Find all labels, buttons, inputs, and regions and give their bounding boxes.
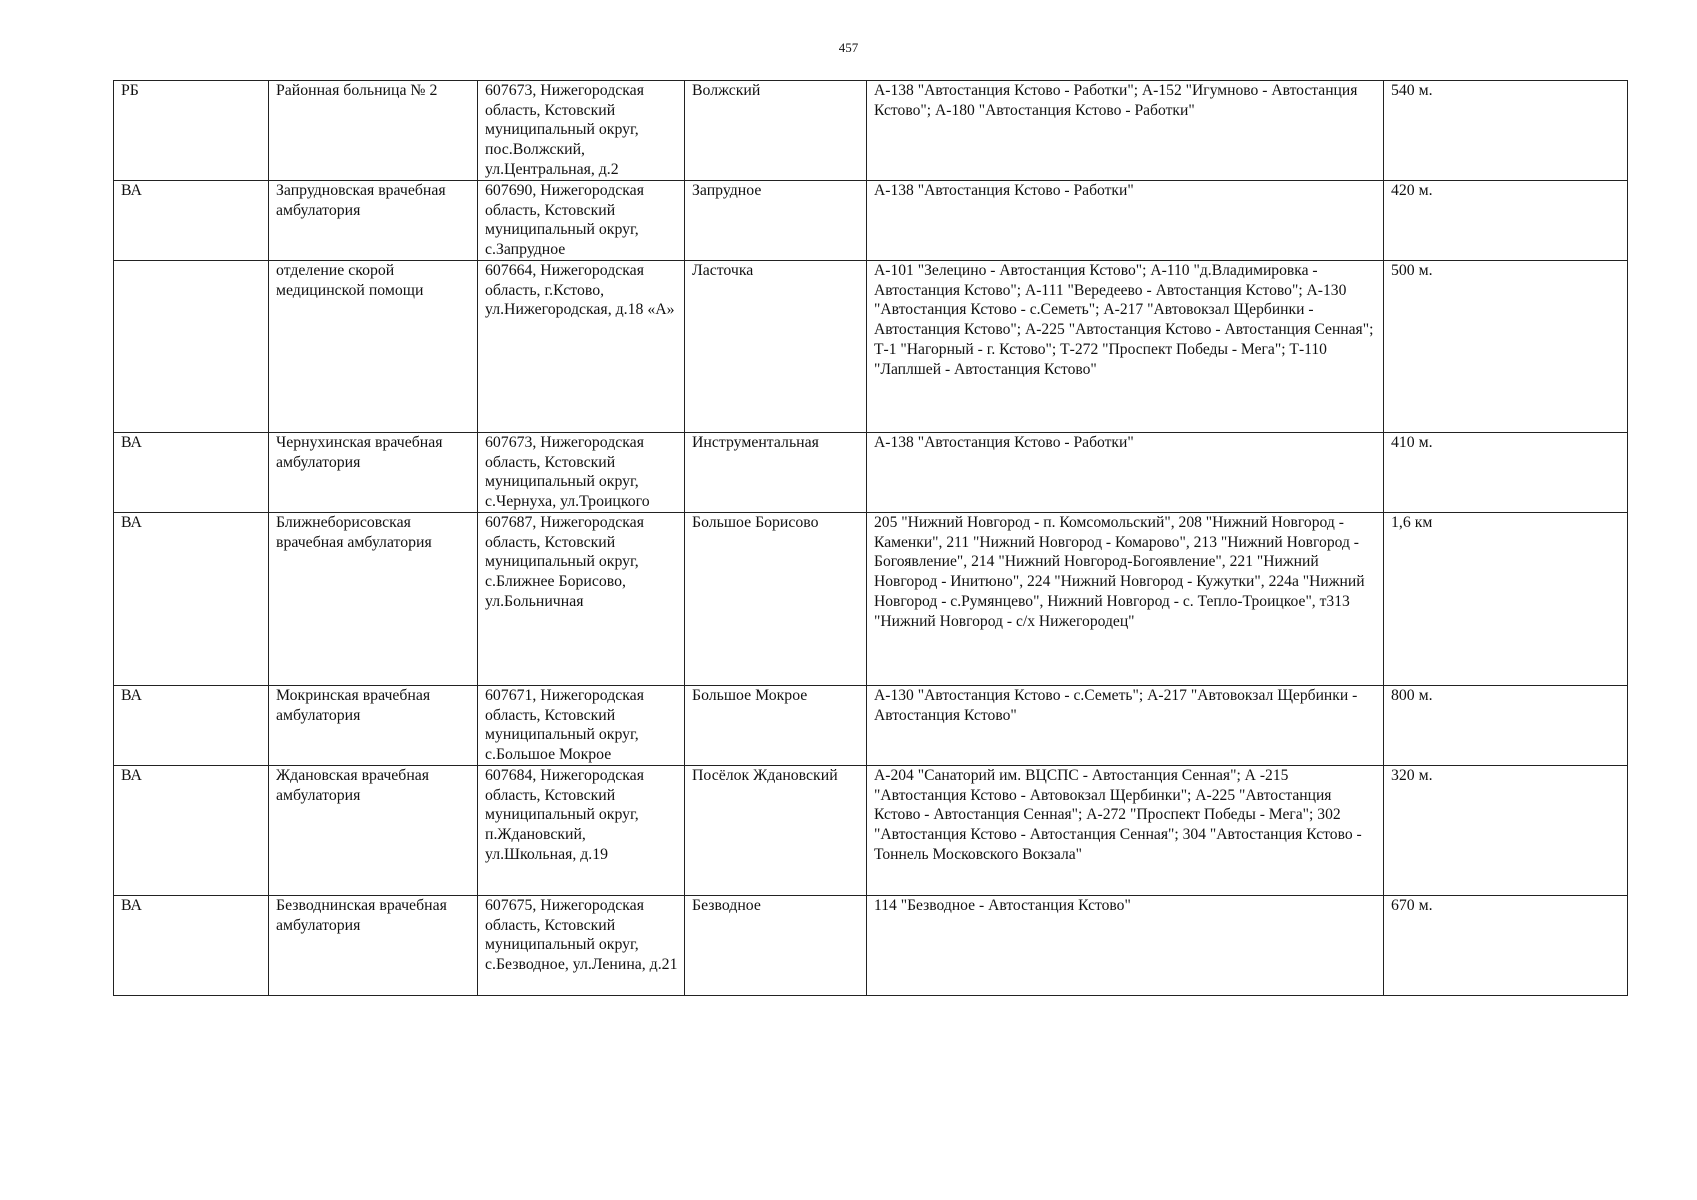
routes-cell: А-138 "Автостанция Кстово - Работки" xyxy=(867,433,1384,513)
bus-stop-cell: Безводное xyxy=(685,896,867,996)
facility-name-cell: Ждановская врачебная амбулатория xyxy=(269,766,478,896)
distance-cell: 320 м. xyxy=(1384,766,1628,896)
bus-stop-cell: Большое Борисово xyxy=(685,513,867,686)
bus-stop-cell: Большое Мокрое xyxy=(685,686,867,766)
routes-cell: А-204 "Санаторий им. ВЦСПС - Автостанция Сенная"; А -215 "Автостанция Кстово - Автовокзал Щербинки"; А-225 "Автостанция Кстово - Автостанция Сенная"; А-272 "Проспект Победы - Мега"; 302 "Автостанция Кстово - Автостанция Сенная"; 304 "Автостанция Кстово - Тоннель Московского Вокзала" xyxy=(867,766,1384,896)
address-cell: 607684, Нижегородская область, Кстовский муниципальный округ, п.Ждановский, ул.Школьная, д.19 xyxy=(478,766,685,896)
routes-cell: А-138 "Автостанция Кстово - Работки" xyxy=(867,181,1384,261)
routes-cell: А-138 "Автостанция Кстово - Работки"; А-152 "Игумново - Автостанция Кстово"; А-180 "Автостанция Кстово - Работки" xyxy=(867,81,1384,181)
distance-cell: 670 м. xyxy=(1384,896,1628,996)
facility-type-cell: РБ xyxy=(114,81,269,181)
routes-cell: 114 "Безводное - Автостанция Кстово" xyxy=(867,896,1384,996)
bus-stop-cell: Запрудное xyxy=(685,181,867,261)
facility-type-cell: ВА xyxy=(114,686,269,766)
address-cell: 607673, Нижегородская область, Кстовский муниципальный округ, с.Чернуха, ул.Троицкого xyxy=(478,433,685,513)
facility-type-cell: ВА xyxy=(114,433,269,513)
table-row xyxy=(114,81,1628,181)
facility-type-cell xyxy=(114,261,269,433)
facility-type-cell: ВА xyxy=(114,766,269,896)
table-row xyxy=(114,513,1628,686)
facility-name-cell: Безводнинская врачебная амбулатория xyxy=(269,896,478,996)
distance-cell: 800 м. xyxy=(1384,686,1628,766)
table-row xyxy=(114,433,1628,513)
facility-name-cell: Мокринская врачебная амбулатория xyxy=(269,686,478,766)
facility-name-cell: Чернухинская врачебная амбулатория xyxy=(269,433,478,513)
distance-cell: 410 м. xyxy=(1384,433,1628,513)
facility-type-cell: ВА xyxy=(114,181,269,261)
address-cell: 607687, Нижегородская область, Кстовский муниципальный округ, с.Ближнее Борисово, ул.Больничная xyxy=(478,513,685,686)
bus-stop-cell: Инструментальная xyxy=(685,433,867,513)
routes-cell: А-101 "Зелецино - Автостанция Кстово"; А-110 "д.Владимировка - Автостанция Кстово"; А-111 "Вередеево - Автостанция Кстово"; А-130 "Автостанция Кстово - с.Семеть"; А-217 "Автовокзал Щербинки - Автостанция Кстово"; А-225 "Автостанция Кстово - Автостанция Сенная"; Т-1 "Нагорный - г. Кстово"; Т-272 "Проспект Победы - Мега"; Т-110 "Лаплшей - Автостанция Кстово" xyxy=(867,261,1384,433)
distance-cell: 500 м. xyxy=(1384,261,1628,433)
bus-stop-cell: Ласточка xyxy=(685,261,867,433)
table-row xyxy=(114,261,1628,433)
facilities-table xyxy=(113,80,1628,996)
bus-stop-cell: Волжский xyxy=(685,81,867,181)
distance-cell: 420 м. xyxy=(1384,181,1628,261)
bus-stop-cell: Посёлок Ждановский xyxy=(685,766,867,896)
facility-name-cell: Запрудновская врачебная амбулатория xyxy=(269,181,478,261)
facility-name-cell: Ближнеборисовская врачебная амбулатория xyxy=(269,513,478,686)
facility-type-cell: ВА xyxy=(114,513,269,686)
address-cell: 607673, Нижегородская область, Кстовский муниципальный округ, пос.Волжский, ул.Центральная, д.2 xyxy=(478,81,685,181)
table-row xyxy=(114,766,1628,896)
routes-cell: А-130 "Автостанция Кстово - с.Семеть"; А-217 "Автовокзал Щербинки - Автостанция Кстово" xyxy=(867,686,1384,766)
page-number: 457 xyxy=(838,40,859,55)
distance-cell: 1,6 км xyxy=(1384,513,1628,686)
table-row xyxy=(114,896,1628,996)
address-cell: 607675, Нижегородская область, Кстовский муниципальный округ, с.Безводное, ул.Ленина, д.21 xyxy=(478,896,685,996)
distance-cell: 540 м. xyxy=(1384,81,1628,181)
routes-cell: 205 "Нижний Новгород - п. Комсомольский", 208 "Нижний Новгород - Каменки", 211 "Нижний Новгород - Комарово", 213 "Нижний Новгород - Богоявление", 214 "Нижний Новгород-Богоявление", 221 "Нижний Новгород - Инитюно", 224 "Нижний Новгород - Кужутки", 224а "Нижний Новгород - с.Румянцево", Нижний Новгород - с. Тепло-Троицкое", т313 "Нижний Новгород - с/х Нижегородец" xyxy=(867,513,1384,686)
facility-type-cell: ВА xyxy=(114,896,269,996)
address-cell: 607664, Нижегородская область, г.Кстово, ул.Нижегородская, д.18 «А» xyxy=(478,261,685,433)
facility-name-cell: Районная больница № 2 xyxy=(269,81,478,181)
facility-name-cell: отделение скорой медицинской помощи xyxy=(269,261,478,433)
table-row xyxy=(114,181,1628,261)
table-row xyxy=(114,686,1628,766)
address-cell: 607690, Нижегородская область, Кстовский муниципальный округ, с.Запрудное xyxy=(478,181,685,261)
address-cell: 607671, Нижегородская область, Кстовский муниципальный округ, с.Большое Мокрое xyxy=(478,686,685,766)
